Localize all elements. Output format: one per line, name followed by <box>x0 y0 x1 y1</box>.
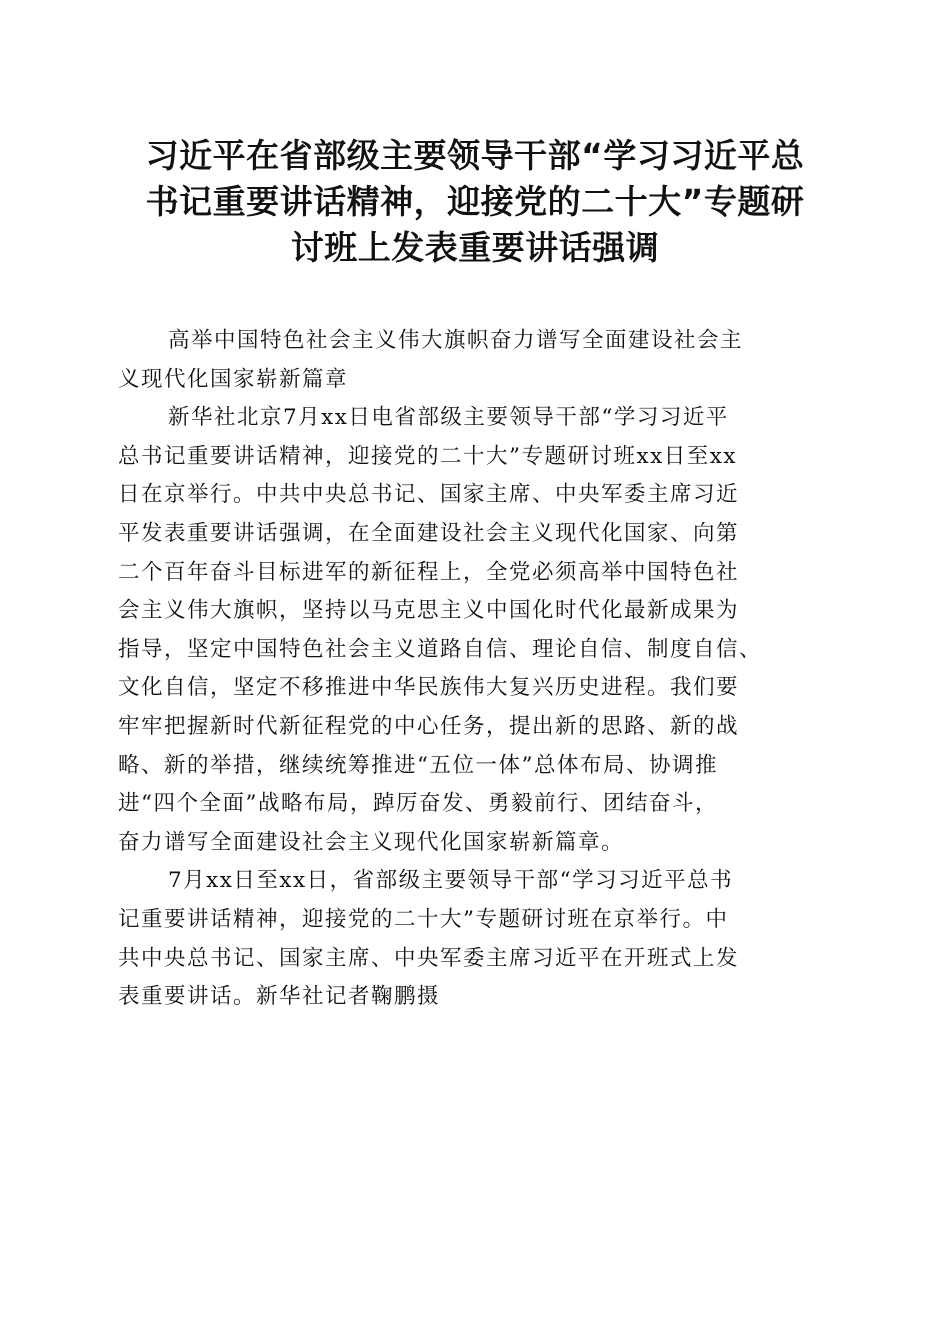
text-line: 义现代化国家崭新篇章 <box>118 366 349 392</box>
text-line: 牢牢把握新时代新征程党的中心任务，提出新的思路、新的战 <box>118 713 740 739</box>
text-line: 记重要讲话精神，迎接党的二十大”专题研讨班在京举行。中 <box>118 906 729 932</box>
title-line: 讨班上发表重要讲话强调 <box>290 228 660 267</box>
document-title <box>110 133 840 271</box>
text-line: 进“四个全面”战略布局，踔厉奋发、勇毅前行、团结奋斗， <box>118 791 718 817</box>
text-line: 新华社北京7月xx日电省部级主要领导干部“学习习近平 <box>168 405 729 431</box>
paragraph-news-report <box>118 399 838 862</box>
text-line: 奋力谱写全面建设社会主义现代化国家崭新篇章。 <box>118 829 625 855</box>
text-line: 7月xx日至xx日，省部级主要领导干部“学习习近平总书 <box>168 868 734 894</box>
text-line: 指导，坚定中国特色社会主义道路自信、理论自信、制度自信、 <box>118 636 763 662</box>
text-line: 共中央总书记、国家主席、中央军委主席习近平在开班式上发 <box>118 945 740 971</box>
title-line: 习近平在省部级主要领导干部“学习习近平总 <box>145 136 805 175</box>
text-line: 总书记重要讲话精神，迎接党的二十大”专题研讨班xx日至xx <box>118 443 737 469</box>
text-line: 高举中国特色社会主义伟大旗帜奋力谱写全面建设社会主 <box>168 328 744 353</box>
paragraph-subtitle <box>118 322 838 399</box>
text-line: 略、新的举措，继续统筹推进“五位一体”总体布局、协调推 <box>118 752 718 778</box>
title-line: 书记重要讲话精神，迎接党的二十大”专题研 <box>145 182 805 221</box>
document-body <box>118 322 838 1017</box>
text-line: 表重要讲话。新华社记者鞠鹏摄 <box>118 984 441 1010</box>
text-line: 日在京举行。中共中央总书记、国家主席、中央军委主席习近 <box>118 482 740 508</box>
text-line: 二个百年奋斗目标进军的新征程上，全党必须高举中国特色社 <box>118 559 740 585</box>
text-line: 会主义伟大旗帜，坚持以马克思主义中国化时代化最新成果为 <box>118 598 740 624</box>
paragraph-photo-caption <box>118 862 838 1016</box>
text-line: 平发表重要讲话强调，在全面建设社会主义现代化国家、向第 <box>118 520 740 546</box>
text-line: 文化自信，坚定不移推进中华民族伟大复兴历史进程。我们要 <box>118 675 740 701</box>
